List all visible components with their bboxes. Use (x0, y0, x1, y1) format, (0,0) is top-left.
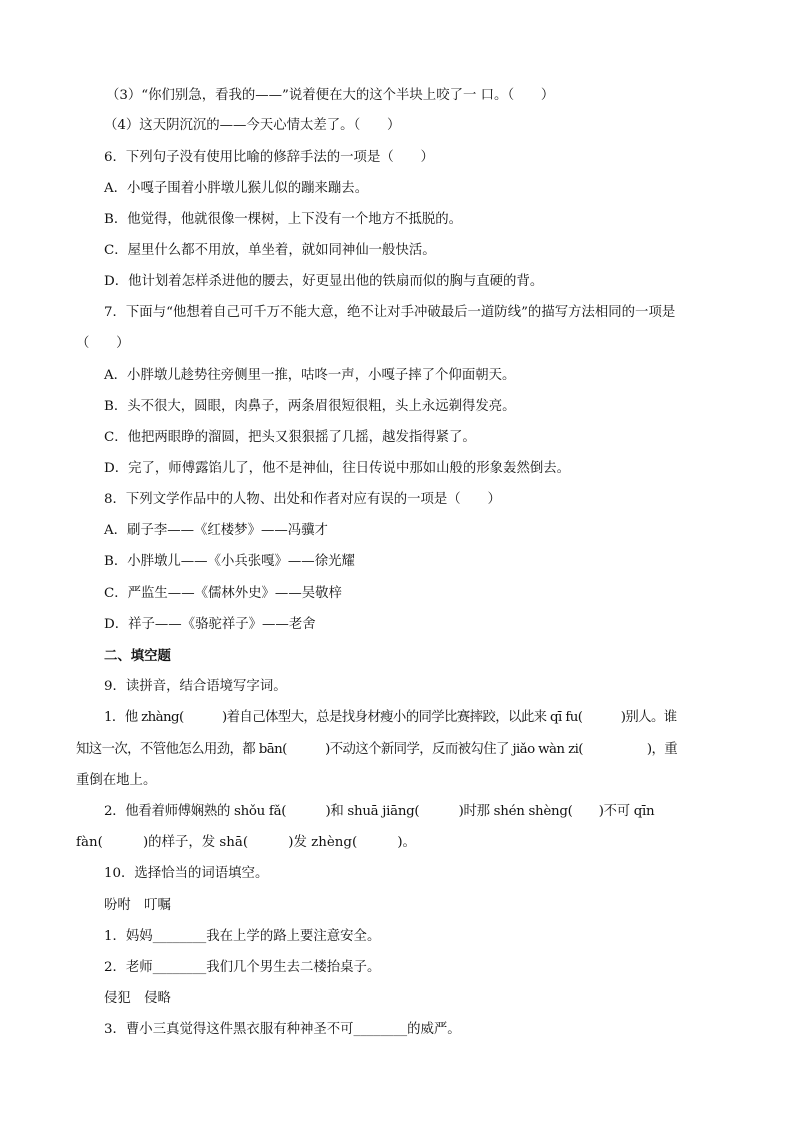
question-6-option-c: C．屋里什么都不用放，单坐着，就如同神仙一般快活。 (104, 243, 436, 258)
word-choice-pair-2: 侵犯 侵略 (104, 991, 171, 1006)
question-6-stem: 6．下列句子没有使用比喻的修辞手法的一项是（ ） (104, 150, 434, 165)
question-5-item-3: （3）“你们别急，看我的——”说着便在大的这个半块上咬了一 口。（ ） (106, 88, 555, 103)
question-10-item-3: 3．曹小三真觉得这件黑衣服有种神圣不可________的威严。 (104, 1022, 461, 1037)
question-8-option-d: D．祥子——《骆驼祥子》——老舍 (104, 617, 316, 632)
question-7-option-b: B．头不很大，圆眼，肉鼻子，两条眉很短很粗，头上永远剃得发亮。 (104, 399, 516, 414)
question-8-option-b: B．小胖墩儿——《小兵张嘎》——徐光耀 (104, 554, 355, 569)
question-9-stem: 9．读拼音，结合语境写字词。 (104, 679, 287, 694)
question-9-part-2: 2．他看着师傅娴熟的 shǒu fǎ( )和 shuā jiāng( )时那 shén shèng( )不可 qīn (104, 804, 655, 819)
question-8-option-a: A．刷子李——《红楼梦》——冯骥才 (104, 523, 328, 538)
question-9-part-1-continued: 知这一次，不管他怎么用劲，都 bān( )不动这个新同学，反而被勾住了 jiǎo wàn zi( )，重 (76, 742, 678, 757)
question-9-part-1-end: 重倒在地上。 (76, 773, 157, 788)
question-8-stem: 8．下列文学作品中的人物、出处和作者对应有误的一项是（ ） (104, 492, 501, 507)
word-choice-pair-1: 吩咐 叮嘱 (104, 898, 171, 913)
question-7-option-c: C．他把两眼睁的溜圆，把头又狠狠摇了几摇，越发指得紧了。 (104, 430, 476, 445)
question-6-option-d: D．他计划着怎样杀进他的腰去，好更显出他的铁扇而似的胸与直硬的背。 (104, 274, 544, 289)
question-10-stem: 10．选择恰当的词语填空。 (104, 866, 269, 881)
question-8-option-c: C．严监生——《儒林外史》——吴敬梓 (104, 586, 342, 601)
question-9-part-1: 1．他 zhàng( )着自己体型大，总是找身材瘦小的同学比赛摔跤，以此来 qī fu( )别人。谁 (104, 710, 677, 725)
question-10-item-2: 2．老师________我们几个男生去二楼抬桌子。 (104, 960, 381, 975)
question-9-part-2-continued: fàn( )的样子，发 shā( )发 zhèng( )。 (76, 835, 416, 850)
question-7-option-d: D．完了，师傅露馅儿了，他不是神仙，往日传说中那如山般的形象轰然倒去。 (104, 461, 571, 476)
question-7-option-a: A．小胖墩儿趁势往旁侧里一推，咕咚一声，小嘎子摔了个仰面朝天。 (104, 368, 516, 383)
question-6-option-b: B．他觉得，他就很像一棵树，上下没有一个地方不抵脱的。 (104, 212, 462, 227)
question-7-stem: 7．下面与“他想着自己可千万不能大意，绝不让对手冲破最后一道防线”的描写方法相同的一项是 (104, 305, 676, 320)
section-heading-fill-in: 二、填空题 (104, 648, 171, 664)
question-5-item-4: （4）这天阴沉沉的——今天心情太差了。（ ） (104, 118, 401, 133)
question-6-option-a: A．小嘎子围着小胖墩儿猴儿似的蹦来蹦去。 (104, 181, 369, 196)
question-10-item-1: 1．妈妈________我在上学的路上要注意安全。 (104, 929, 381, 944)
question-7-stem-continued: （ ） (76, 336, 130, 351)
